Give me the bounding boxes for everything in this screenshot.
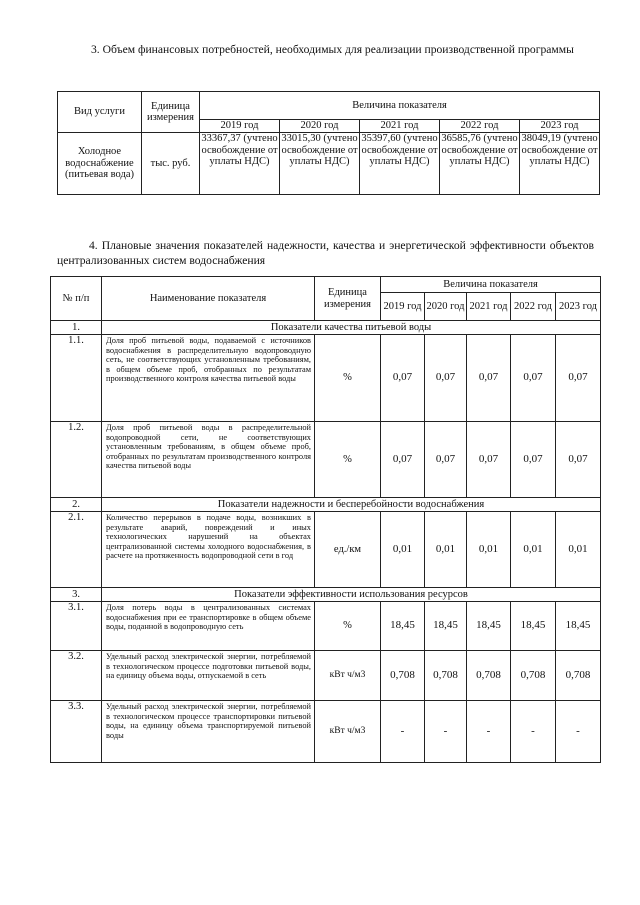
year-header: 2022 год [511,293,556,321]
indicator-value: 0,01 [425,512,467,588]
indicator-value: 0,708 [467,651,511,701]
indicator-value: 18,45 [511,602,556,651]
indicator-value: 18,45 [467,602,511,651]
row-num: 2.1. [51,512,102,588]
row-num: 1.1. [51,335,102,422]
indicator-name: Доля потерь воды в централизованных системах водоснабжения при ее транспортировке в общем объеме воды, поданной в водопроводную сеть [102,602,315,651]
indicator-name: Количество перерывов в подаче воды, возникших в результате аварий, повреждений и иных технологических нарушений на объектах централизованной системы холодного водоснабжения, в расчете на протяженность водопроводной сети в год [102,512,315,588]
indicator-value: 0,708 [381,651,425,701]
header-name: Наименование показателя [102,277,315,321]
indicator-value: - [467,701,511,763]
unit-value: тыс. руб. [142,133,200,195]
indicator-unit: % [315,422,381,498]
indicator-name: Удельный расход электрической энергии, потребляемой в технологическом процессе подготовки питьевой воды, на единицу объема воды, отпускаемой в сеть [102,651,315,701]
indicator-value: 0,07 [381,422,425,498]
section-4-heading: 4. Плановые значения показателей надежности, качества и энергетической эффективности объектов централизованных систем водоснабжения [57,239,594,267]
indicator-value: 0,07 [556,422,601,498]
header-num: № п/п [51,277,102,321]
year-header: 2023 год [556,293,601,321]
indicator-name: Удельный расход электрической энергии, потребляемой в технологическом процессе транспортировки питьевой воды, на единицу объема транспортируемой питьевой воды [102,701,315,763]
amount-cell: 33015,30 (учтено освобождение от уплаты НДС) [280,133,360,195]
year-header: 2023 год [520,120,600,133]
header-service: Вид услуги [58,92,142,133]
header-value: Величина показателя [200,92,600,120]
year-header: 2021 год [360,120,440,133]
row-num: 1.2. [51,422,102,498]
row-num: 3.2. [51,651,102,701]
row-num: 3.1. [51,602,102,651]
indicator-value: 0,708 [425,651,467,701]
indicators-table [50,276,601,763]
row-num: 3.3. [51,701,102,763]
indicator-value: 0,01 [381,512,425,588]
header-unit: Единица измерения [315,277,381,321]
group-num: 2. [51,498,102,512]
group-num: 3. [51,588,102,602]
table-row [51,602,601,651]
indicator-value: 18,45 [381,602,425,651]
indicator-unit: % [315,602,381,651]
table-row [51,651,601,701]
year-header: 2019 год [200,120,280,133]
indicator-value: - [556,701,601,763]
indicator-value: 18,45 [556,602,601,651]
indicator-value: 0,708 [511,651,556,701]
indicator-value: 0,07 [511,335,556,422]
group-title: Показатели надежности и бесперебойности водоснабжения [102,498,601,512]
indicator-value: - [381,701,425,763]
indicator-unit: кВт ч/м3 [315,651,381,701]
table-row [51,701,601,763]
financial-needs-table [57,91,600,195]
indicator-value: 0,07 [425,335,467,422]
indicator-value: 0,708 [556,651,601,701]
table-row [51,422,601,498]
year-header: 2022 год [440,120,520,133]
indicator-name: Доля проб питьевой воды в распределительной водопроводной сети, не соответствующих установленным требованиям, в общем объеме проб, отобранных по результатам производственного контроля качества питьевой воды [102,422,315,498]
table-row [51,335,601,422]
indicator-name: Доля проб питьевой воды, подаваемой с источников водоснабжения в распределительную водопроводную сеть, не соответствующих установленным требованиям, в общем объеме проб, отобранных по результатам производственного контроля качества питьевой воды [102,335,315,422]
indicator-value: - [425,701,467,763]
indicator-value: 0,07 [467,422,511,498]
service-name: Холодное водоснабжение (питьевая вода) [58,133,142,195]
indicator-value: 18,45 [425,602,467,651]
amount-cell: 38049,19 (учтено освобождение от уплаты НДС) [520,133,600,195]
table-row [51,512,601,588]
indicator-value: 0,01 [556,512,601,588]
year-header: 2019 год [381,293,425,321]
section-3-heading: 3. Объем финансовых потребностей, необходимых для реализации производственной программы [91,43,574,56]
indicator-value: 0,01 [511,512,556,588]
indicator-unit: % [315,335,381,422]
group-num: 1. [51,321,102,335]
indicator-value: 0,07 [511,422,556,498]
group-title: Показатели эффективности использования ресурсов [102,588,601,602]
header-unit: Единица измерения [142,92,200,133]
year-header: 2021 год [467,293,511,321]
amount-cell: 33367,37 (учтено освобождение от уплаты НДС) [200,133,280,195]
indicator-value: 0,01 [467,512,511,588]
indicator-value: - [511,701,556,763]
indicator-value: 0,07 [381,335,425,422]
amount-cell: 36585,76 (учтено освобождение от уплаты НДС) [440,133,520,195]
year-header: 2020 год [280,120,360,133]
indicator-value: 0,07 [556,335,601,422]
group-title: Показатели качества питьевой воды [102,321,601,335]
year-header: 2020 год [425,293,467,321]
indicator-value: 0,07 [467,335,511,422]
indicator-value: 0,07 [425,422,467,498]
indicator-unit: ед./км [315,512,381,588]
header-value: Величина показателя [381,277,601,293]
amount-cell: 35397,60 (учтено освобождение от уплаты НДС) [360,133,440,195]
indicator-unit: кВт ч/м3 [315,701,381,763]
